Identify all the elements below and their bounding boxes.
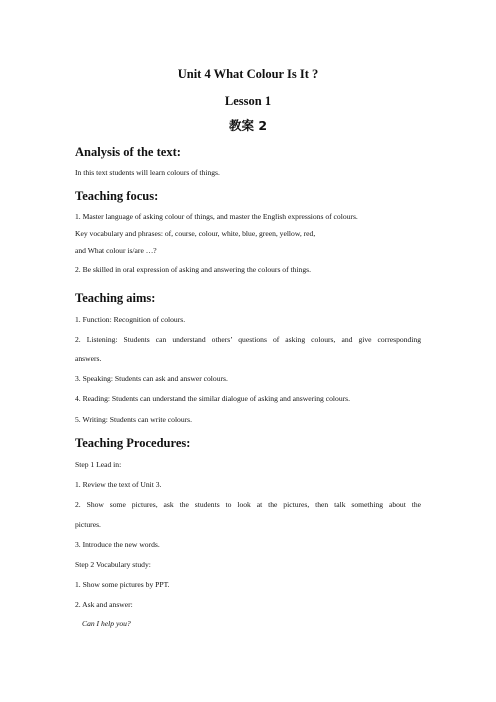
procedure-line-2: 1. Review the text of Unit 3. [75, 480, 162, 489]
document-title: Unit 4 What Colour Is It ? [177, 67, 319, 81]
focus-heading: Teaching focus: [75, 189, 159, 203]
aims-line-3: answers. [75, 354, 102, 363]
procedure-line-6: Step 2 Vocabulary study: [75, 560, 151, 569]
procedure-line-4: pictures. [75, 520, 101, 529]
procedure-line-1: Step 1 Lead in: [75, 460, 122, 469]
plan-label: 教案 2 [228, 118, 268, 133]
focus-line-4: 2. Be skilled in oral expression of asking and answering the colours of things. [75, 265, 311, 274]
focus-line-2: Key vocabulary and phrases: of, course, colour, white, blue, green, yellow, red, [75, 229, 316, 238]
procedures-heading: Teaching Procedures: [75, 436, 191, 450]
analysis-line-1: In this text students will learn colours of things. [75, 168, 220, 177]
procedure-line-9: Can I help you? [82, 619, 131, 628]
focus-line-1: 1. Master language of asking colour of things, and master the English expressions of colours. [75, 212, 358, 221]
lesson-title: Lesson 1 [224, 94, 272, 108]
procedure-line-7: 1. Show some pictures by PPT. [75, 580, 170, 589]
aims-heading: Teaching aims: [75, 291, 156, 305]
aims-line-5: 4. Reading: Students can understand the similar dialogue of asking and answering colours. [75, 394, 351, 403]
procedure-line-3: 2. Show some pictures, ask the students to look at the pictures, then talk something about the [75, 500, 421, 509]
focus-line-3: and What colour is/are …? [75, 246, 157, 255]
aims-line-6: 5. Writing: Students can write colours. [75, 415, 193, 424]
procedure-line-5: 3. Introduce the new words. [75, 540, 160, 549]
aims-line-2: 2. Listening: Students can understand others’ questions of asking colours, and give corresponding [75, 335, 421, 344]
procedure-line-8: 2. Ask and answer: [75, 600, 133, 609]
analysis-heading: Analysis of the text: [75, 145, 181, 159]
aims-line-1: 1. Function: Recognition of colours. [75, 315, 186, 324]
aims-line-4: 3. Speaking: Students can ask and answer colours. [75, 374, 228, 383]
